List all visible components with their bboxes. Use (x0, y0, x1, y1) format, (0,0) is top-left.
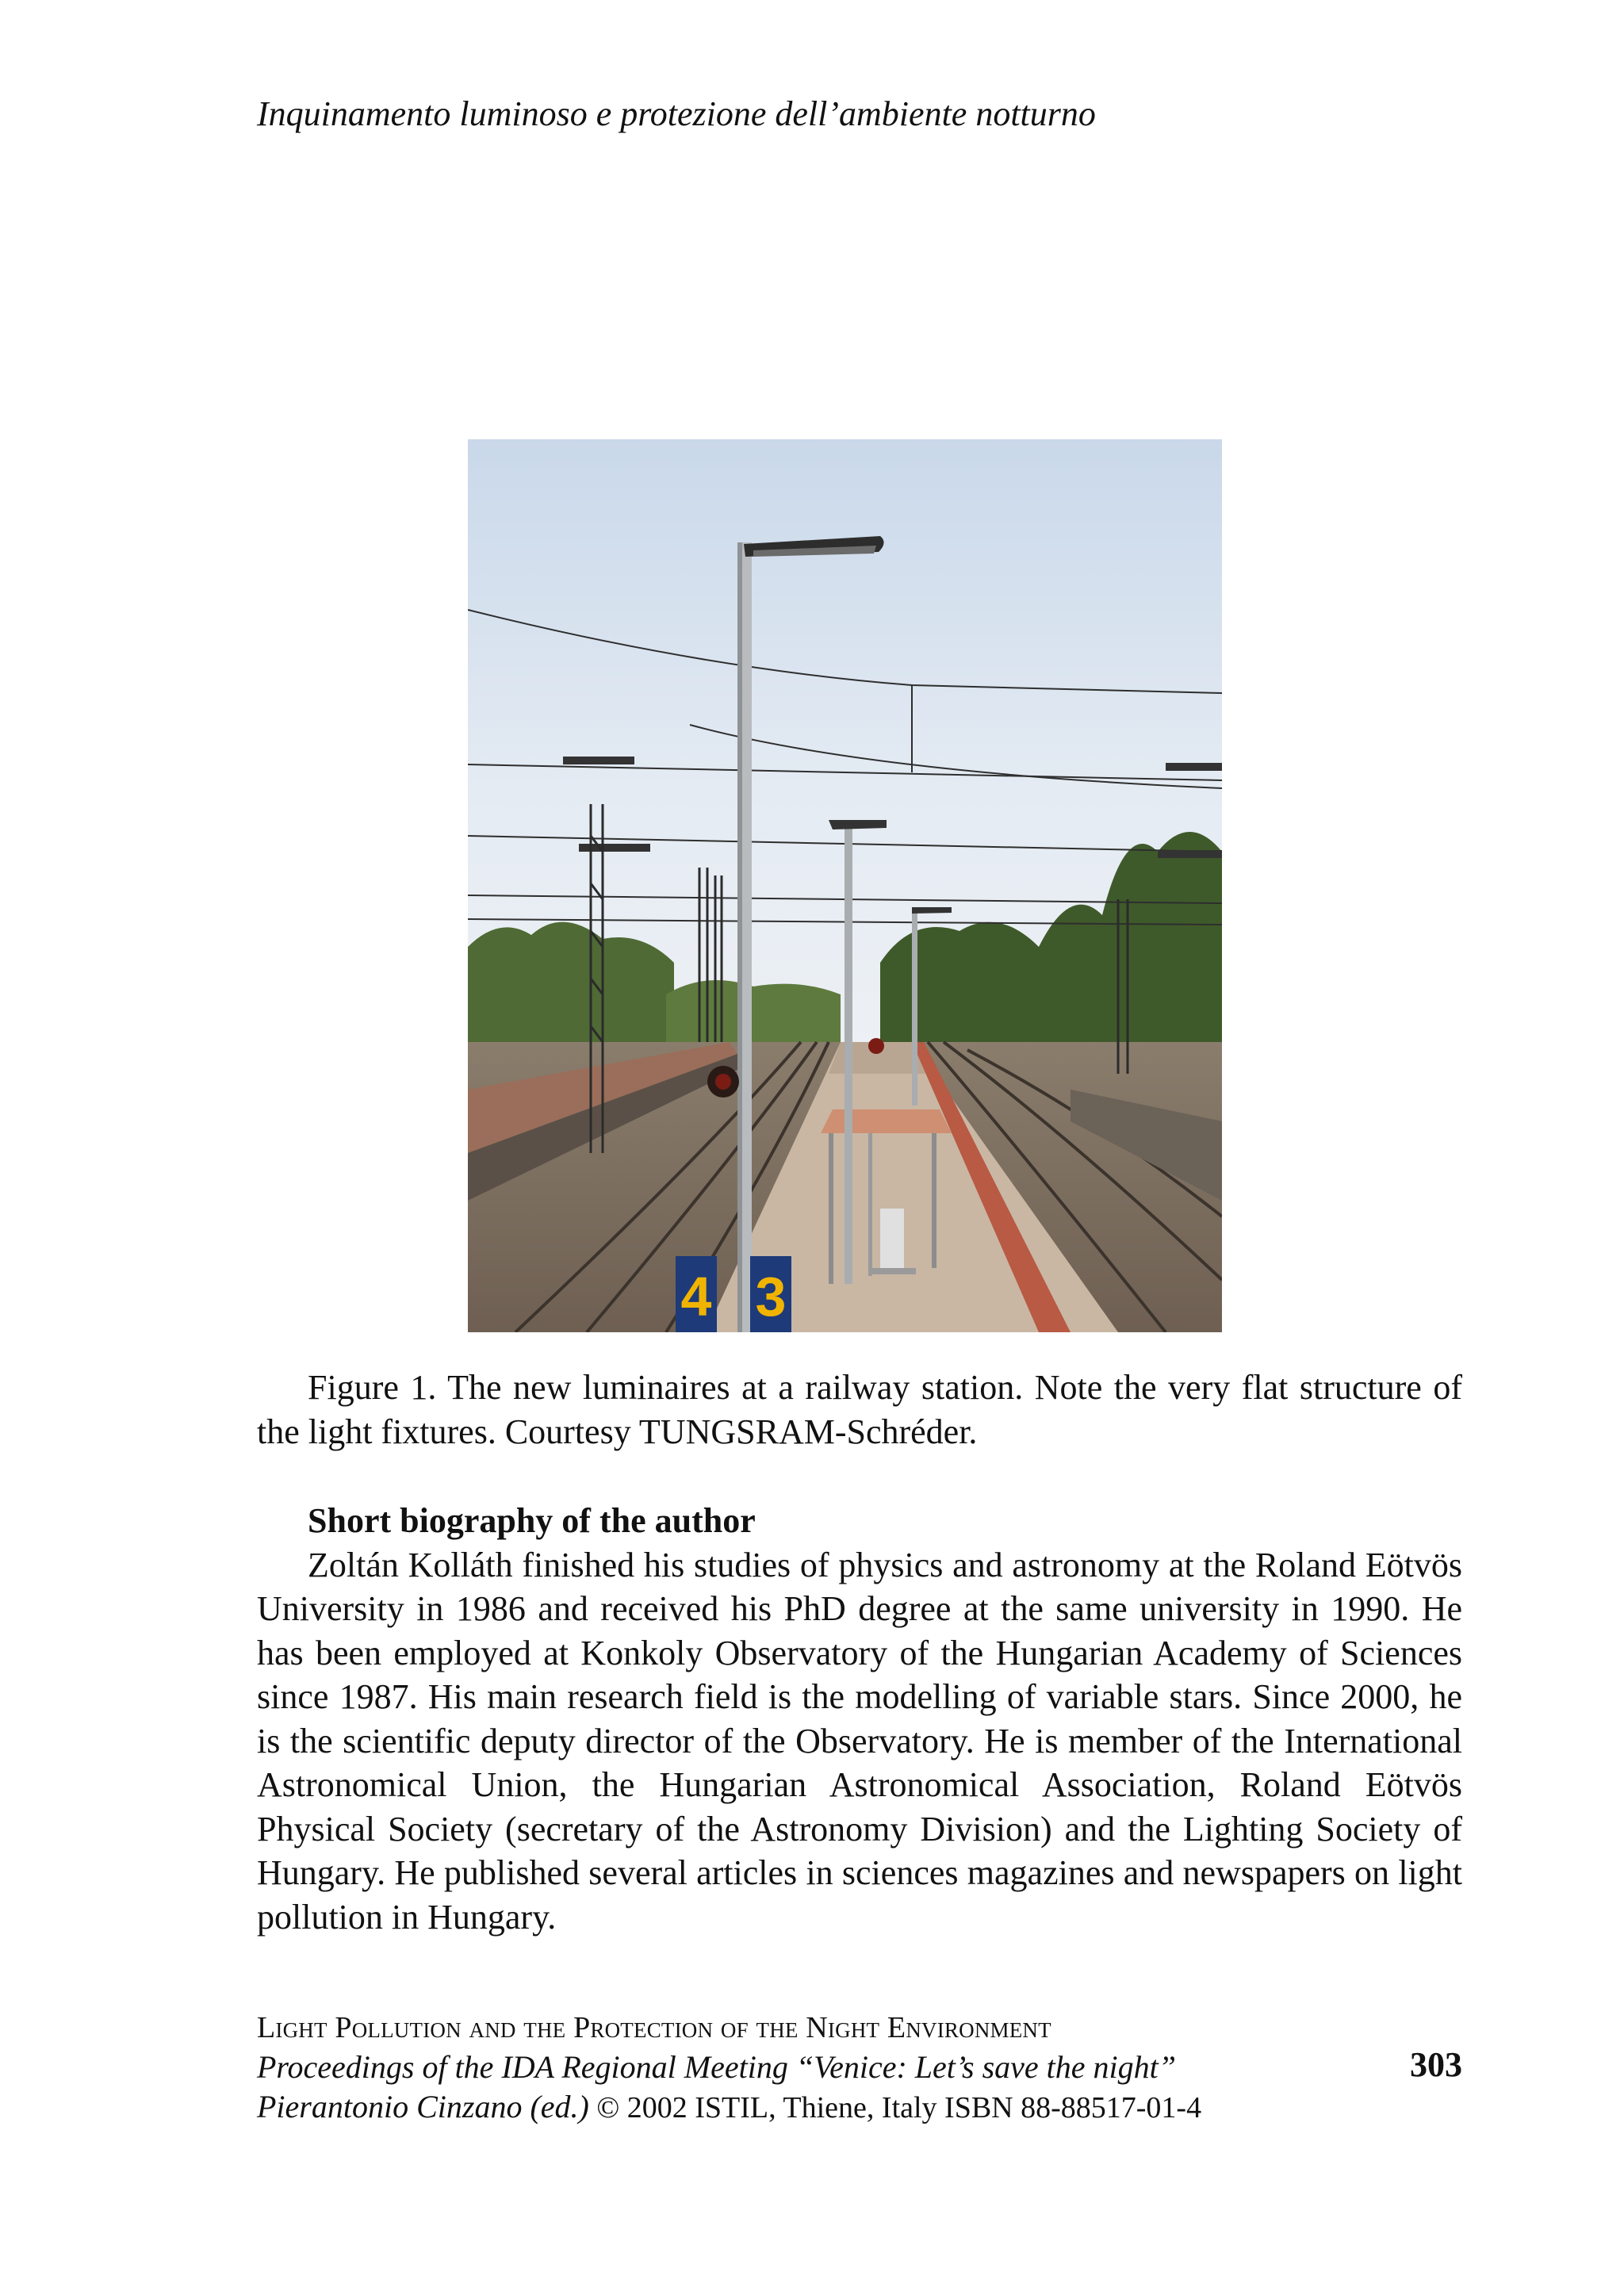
footer-publication: © 2002 ISTIL, Thiene, Italy ISBN 88-88517-01-4 (596, 2091, 1202, 2124)
footer-proceedings: Proceedings of the IDA Regional Meeting “Venice: Let’s save the night” (257, 2049, 1177, 2085)
platform-sign-3-number: 3 (755, 1266, 787, 1327)
page-number: 303 (1410, 2045, 1462, 2084)
platform-sign-4 (676, 1256, 717, 1332)
footer-editor: Pierantonio Cinzano (ed.) (257, 2089, 589, 2124)
biography-body: Zoltán Kolláth finished his studies of physics and astronomy at the Roland Eötvös University in 1986 and received his PhD degree at the same university in 1990. He has been employed at Konkoly Observatory of the Hungarian Academy of Sciences since 1987. His main research field is the modelling of variable stars. Since 2000, he is the scientific deputy director of the Observatory. He is member of the International Astronomical Union, the Hungarian Astronomical Association, Roland Eötvös Physical Society (secretary of the Astronomy Division) and the Lighting Society of Hungary. He published several articles in sciences magazines and newspapers on light pollution in Hungary. (257, 1545, 1462, 1937)
page-footer (257, 2008, 1462, 2128)
figure-caption-text: Figure 1. The new luminaires at a railway station. Note the very flat structure of the light fixtures. Courtesy TUNGSRAM-Schréder. (257, 1368, 1462, 1451)
biography-heading: Short biography of the author (308, 1501, 756, 1540)
platform-sign-4-number: 4 (680, 1266, 712, 1327)
figure-caption (257, 1366, 1462, 1454)
signal-light-far (868, 1038, 884, 1054)
figure-photo-railway-station (468, 439, 1222, 1332)
author-biography (257, 1499, 1462, 1939)
equipment-cabinet (880, 1209, 904, 1272)
bench (868, 1268, 916, 1274)
running-header: Inquinamento luminoso e protezione dell’ambiente notturno (257, 94, 1096, 133)
footer-series-title: Light Pollution and the Protection of the Night Environment (257, 2011, 1051, 2044)
trees-center (666, 980, 841, 1042)
railway-station-photo (468, 439, 1222, 1332)
footer-editor-line (257, 2087, 1462, 2128)
platform-sign-3 (750, 1256, 791, 1332)
signal-lamp (715, 1074, 731, 1090)
